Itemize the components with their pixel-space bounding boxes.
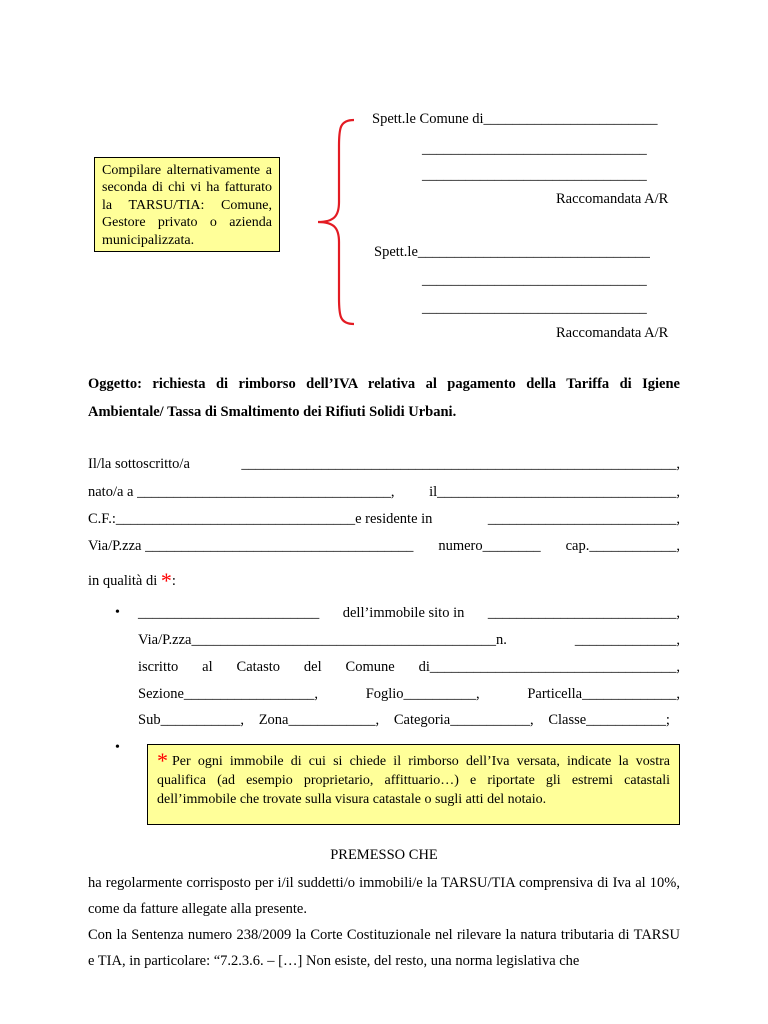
cf-line (88, 511, 680, 528)
address-blank-line-1: _______________________________ (422, 141, 647, 157)
sezione-field: Sezione__________________, (138, 686, 319, 702)
nato-field: nato/a a ___________________________________, (88, 484, 395, 500)
via-line (88, 538, 680, 555)
immobile-via-field: Via/P.zza__________________________________________n. (138, 632, 507, 648)
catasto-word-5: Comune (345, 659, 395, 675)
sub-row (138, 712, 670, 729)
cf-field: C.F.:_________________________________e residente in (88, 511, 433, 527)
premesso-paragraph-1: ha regolarmente corrisposto per i/il suddetti/o immobili/e la TARSU/TIA comprensiva di Iva al 10%, come da fatture allegate alla presente. (88, 875, 680, 917)
red-brace-icon (312, 116, 358, 328)
address-blank-line-2: _______________________________ (422, 167, 647, 183)
qualifica-note-box (147, 744, 680, 825)
immobile-numero-field: ______________, (574, 632, 680, 648)
sottoscritto-field: ____________________________________________________________, (241, 456, 680, 472)
categoria-field: Categoria___________, (393, 712, 534, 728)
catasto-word-2: al (202, 659, 213, 675)
qualita-line (88, 568, 176, 594)
il-field: il_________________________________, (429, 484, 680, 500)
spett-address-line: Spett.le________________________________ (374, 244, 650, 260)
qualita-colon: : (171, 573, 176, 589)
oggetto-line-2: Ambientale/ Tassa di Smaltimento dei Rifiuti Solidi Urbani. (88, 404, 457, 420)
foglio-field: Foglio__________, (365, 686, 480, 702)
raccomandata-label-1: Raccomandata A/R (556, 191, 669, 207)
numero-field: numero________ (438, 538, 541, 554)
immobile-via-row (138, 632, 680, 649)
qualifica-note-text: Per ogni immobile di cui si chiede il rimborso dell’Iva versata, indicate la vostra qualifica (ad esempio proprietario, affittuario…) e riportate gli estremi catastali dell’immobile che trovate sulla visura catastale o sugli atti del notaio. (157, 754, 670, 807)
qualita-label: in qualità di (88, 573, 158, 589)
bullet-icon-1: • (115, 605, 120, 620)
oggetto-line-1: Oggetto: richiesta di rimborso dell’IVA relativa al pagamento della Tariffa di Igiene (88, 376, 680, 392)
raccomandata-label-2: Raccomandata A/R (556, 325, 669, 341)
classe-field: Classe___________; (548, 712, 670, 728)
immobile-row (138, 605, 680, 622)
asterisk-icon: * (157, 748, 168, 773)
catasto-word-3: Catasto (236, 659, 281, 675)
premesso-heading: PREMESSO CHE (330, 847, 438, 863)
address-blank-line-4: _______________________________ (422, 300, 647, 316)
premesso-paragraph-2: Con la Sentenza numero 238/2009 la Corte Costituzionale nel rilevare la natura tributaria di TARSU e TIA, in particolare: “7.2.3.6. – […] Non esiste, del resto, una norma legislativa che (88, 927, 680, 969)
asterisk-icon: * (160, 568, 172, 593)
catasto-comune-field: di__________________________________, (418, 659, 680, 675)
sezione-row (138, 686, 680, 703)
sottoscritto-label: Il/la sottoscritto/a (88, 456, 190, 472)
nato-line (88, 484, 680, 501)
address-blank-line-3: _______________________________ (422, 272, 647, 288)
qualifica-field: _________________________ (138, 605, 320, 621)
particella-field: Particella_____________, (527, 686, 680, 702)
residente-field: __________________________, (487, 511, 680, 527)
cap-field: cap.____________, (565, 538, 680, 554)
sottoscritto-line (88, 456, 680, 473)
sub-field: Sub___________, (138, 712, 244, 728)
zona-field: Zona____________, (258, 712, 380, 728)
catasto-row (138, 659, 680, 676)
immobile-sito-label: dell’immobile sito in (342, 605, 465, 621)
immobile-sito-field: __________________________, (487, 605, 680, 621)
bullet-icon-2: • (115, 740, 120, 755)
via-field: Via/P.zza _____________________________________ (88, 538, 414, 554)
catasto-word-4: del (303, 659, 322, 675)
compilation-note-box (94, 157, 280, 252)
comune-address-line: Spett.le Comune di________________________ (372, 111, 658, 127)
catasto-word-1: iscritto (138, 659, 179, 675)
compilation-note-text: Compilare alternativamente a seconda di chi vi ha fatturato la TARSU/TIA: Comune, Gestore privato o azienda municipalizzata. (102, 163, 272, 248)
